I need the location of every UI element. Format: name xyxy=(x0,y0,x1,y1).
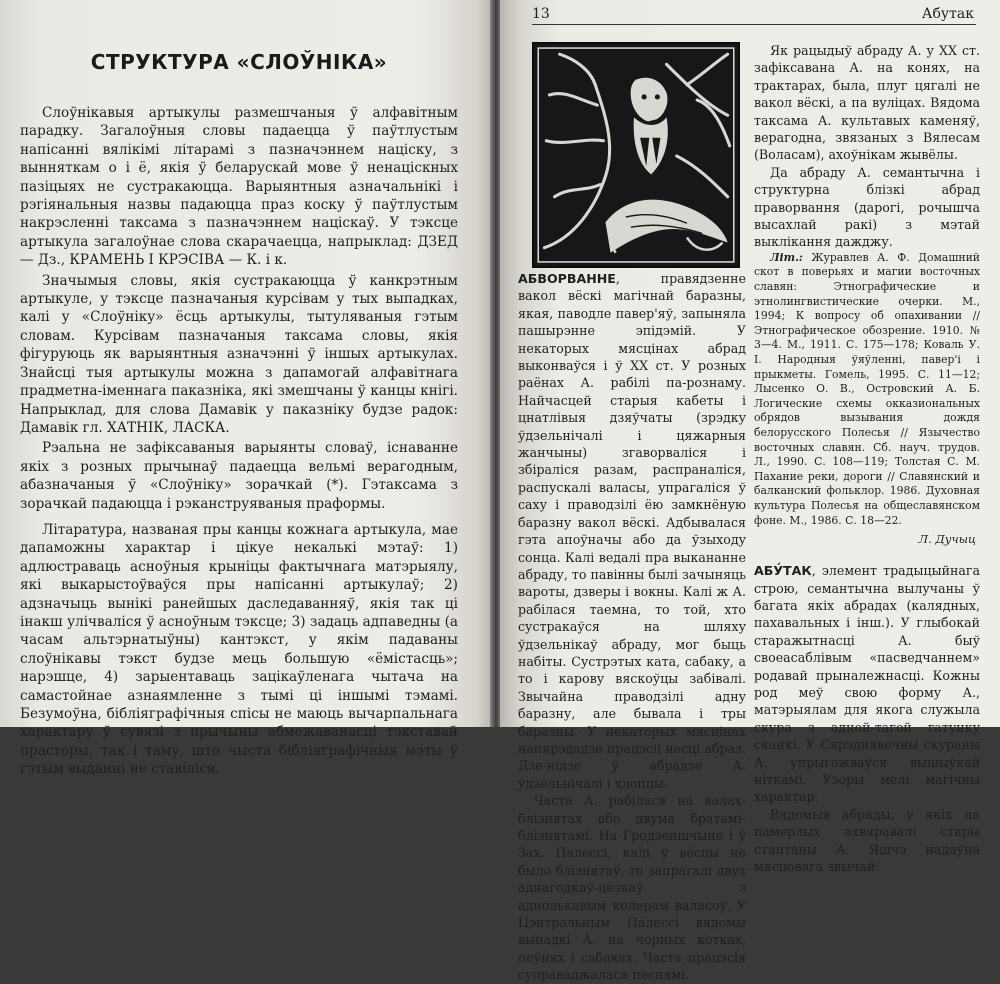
paragraph-4: Літаратура, названая пры канцы кожнага артыкула, мае дапаможны характар і цікуе некалькі мэтаў: 1) адлюстраваць асноўныя крыніцы фактычнага матэрыялу, які выкарыстоўваўся пры напісанні артыкулаў; 2) адзначыць вынікі ранейшых даследаванняў, якія так ці інакш улічваліся ў асноўным тэксце; 3) задаць адпаведны (а часам альтэрнатыўны) кантэкст, у якім падаваны слоўнікавы тэкст будзе мець большую «ёмістасць»; нарэшце, 4) зарыентаваць зацікаўленага чытача на самастойнае азнаямленне з тымі ці іншымі тэмамі. Безумоўна, бібліяграфічныя спісы не маюць вычарпальнага характару ў сувязі з прычыны абмежаванасці тэкставай прасторы, так і таму, што чыста бібліяграфічныя мэты ў гэтым выданні не ставіліся. xyxy=(20,521,458,778)
running-head xyxy=(532,6,976,25)
entry-abvorvanne-p3: Як рацыдыў абраду А. у ХХ ст. зафіксавана А. на конях, на трактарах, была, плуг цягалі не вакол вёскі, а па вуліцах. Вядома таксама А. культавых каменяў, верагодна, звязаных з Вялесам (Воласам), ахоўнікам жывёлы. xyxy=(754,43,980,163)
right-column-2 xyxy=(754,42,980,875)
left-page xyxy=(0,0,492,778)
entry-abvorvanne-p4: Да абраду А. семантычна і структурна блізкі абрад праворвання (дарогі, рочышча высахлай ракі) з мэтай выклікання дажджу. xyxy=(754,164,980,250)
woodcut-illustration xyxy=(532,42,740,268)
entry-abvorvanne-p2: Часта А. рабілася на валах-блізнятах або двума братамі-блізнятамі. На Гродзеншчыне і ў Зах. Палессі, калі ў вёсцы не было блізнятаў, то запрагалі двух аднагодкаў-цёзкаў з аднолькавым колерам валасоў. У Цэнтральным Палессі вядомы выпадкі А. на чорных котках, пеўнях і сабаках. Часта працэсія суправаджалася песнямі. xyxy=(518,793,746,983)
entry-author: Л. Дучыц xyxy=(918,532,976,547)
running-head-word: Абутак xyxy=(921,6,974,22)
paragraph-3: Рэальна не зафіксаваныя варыянты словаў, існаванне якіх з розных прычынаў падаецца вельмі верагодным, абазначаныя ў «Слоўніку» зорачкай (*). Гэтаксама з зорачкай падаюцца і рэканструяваныя праформы. xyxy=(20,440,458,512)
headword-abutak: АБУ́ТАК xyxy=(754,563,812,579)
entry-abutak xyxy=(754,562,980,806)
entry-abvorvanne-text: , правядзенне вакол вёскі магічнай баразны, якая, паводле павер'яў, запыняла пашырэнне эпідэмій. У некаторых мясцінах абрад выконваўся і ў XX ст. У розных раёнах А. рабілі па-рознаму. Найчасцей старыя кабеты і цнатлівыя дзяўчаты (зрэдку ўдзельнічалі і цяжарныя жанчыны) згаворваліся і збіраліся разам, распраналіся, распускалі валасы, упрагаліся ў саху і праводзілі ёю замкнёную баразну вакол вёскі. Адбывалася гэта апоўначы або да ўзыходу сонца. Калі ведалі пра выкананне абраду, то павінны былі зачыняць вароты, дзверы і вокны. Калі ж А. рабілася таемна, то той, хто сустракаўся на шляху ўдзельнікаў абраду, мог быць набіты. Сустрэтых ката, сабаку, а то і карову вяскоўцы забівалі. Звычайна праводзілі адну баразну, але бывала і тры баразны. У некаторых мясцінах напярэдадзе працэсіі несці абраз. Дзе-нідзе ў абрадзе А. ўдзельнічалі і хлопцы. xyxy=(518,271,746,791)
paragraph-1: Слоўнікавыя артыкулы размешчаныя ў алфавітным парадку. Загалоўныя словы падаецца ў паўтлустым напісанні вялікімі літарамі з пазначэннем націску, з вынняткам о і ё, якія ў беларускай мове ў ненаціскных пазіцыях не сустракаюцца. Варыянтныя азначальнікі і рэгіянальныя назвы падаюцца праз коску ў паўтлустым накрэсленні таксама з пазначэннем націскаў. У тэксце артыкула загалоўнае слова скарачаецца, напрыклад: ДЗЕД — Дз., КРАМЕНЬ І КРЭСІВА — К. і к. xyxy=(20,105,458,269)
section-title: СТРУКТУРА «СЛОЎНІКА» xyxy=(90,50,388,74)
paragraph-2: Значымыя словы, якія сустракаюцца ў канкрэтным артыкуле, у тэксце пазначаныя курсівам у тых выпадках, калі у «Слоўніку» ёсць артыкулы, тытуляваныя гэтым словам. Курсівам пазначаныя таксама словы, якія фігуруюць як варыянтныя азначэнні ў іншых артыкулах. Знайсці тыя артыкулы можна з дапамогай алфавітнага прадметна-іменнага паказніка, які змешчаны ў канцы кнігі. Напрыклад, для слова Дамавік у паказніку будзе радок: Дамавік гл. ХАТНІК, ЛАСКА. xyxy=(20,272,458,436)
entry-abvorvanne xyxy=(518,270,746,792)
woodcut-drawing xyxy=(534,44,738,266)
entry-abutak-text: , элемент традыцыйнага строю, семантычна вылучаны ў багата якіх абрадах (калядных, пахавальных і інш.). У глыбокай старажытнасці А. быў своеасаблівым «пасведчаннем» родавай прыналежнасці. Кожны род меў свою форму А., матэрыялам для якога служыла скура з адной-тагой гатунку сканкі. У Сярэднявечны скураны А. упрыгожваўся вышыўкай ніткамі. Узоры мелі магічны характар. xyxy=(754,563,980,805)
right-column-1 xyxy=(518,270,746,984)
left-body xyxy=(20,50,458,781)
right-page xyxy=(500,0,1000,983)
page-number: 13 xyxy=(532,6,550,22)
literature-label: Літ.: xyxy=(770,250,803,264)
headword-abvorvanne: АБВОРВАННЕ xyxy=(518,271,616,286)
literature-block xyxy=(754,251,980,528)
entry-abutak-p2: Вядомыя абрады, у якіх па памерлых ахвяравалі стары стаптаны А. Яшчэ надаўна мясцовага звычай: xyxy=(754,806,980,875)
literature-text: Журавлев А. Ф. Домашний скот в поверьях и магии восточных славян: Этнографические и этнолингвистические очерки. М., 1994; К вопросу об опахивании // Этнографическое обозрение. 1910. № 3—4. М., 1911. С. 175—178; Коваль У. І. Народныя ўяўленні, павер'і і прыкметы. Гомель, 1995. С. 11—12; Лысенко О. В., Островский А. Б. Логические схемы окказиональных обрядов вызывания дождя белорусского Полесья // Язычество восточных славян. Сб. науч. трудов. Л., 1990. С. 108—119; Толстая С. М. Пахание реки, дороги // Славянский и балканский фольклор. 1986. Духовная культура Полесья на общеславянском фоне. М., 1986. С. 18—22. xyxy=(754,250,980,527)
